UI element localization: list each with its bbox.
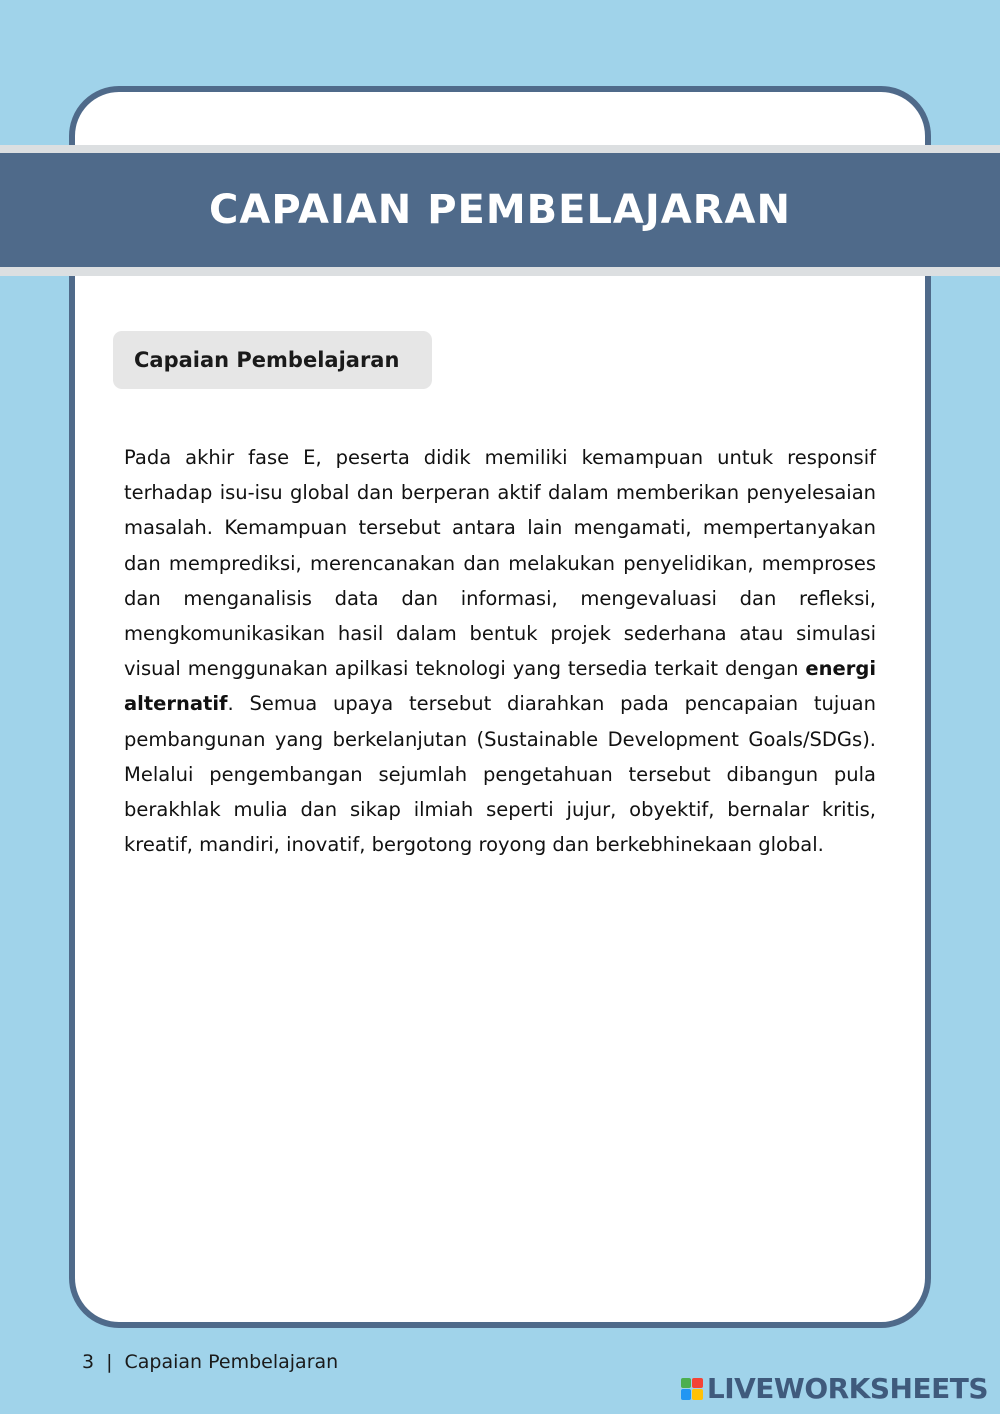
section-heading-pill [113,331,432,389]
footer-separator: | [106,1351,113,1373]
body-text-part-1: Pada akhir fase E, peserta didik memiliki kemampuan untuk responsif terhadap isu-isu global dan berperan aktif dalam memberikan penyelesaian masalah. Kemampuan tersebut antara lain mengamati, mempertanyakan dan memprediksi, merencanakan dan melakukan penyelidikan, memproses dan menganalisis data dan informasi, mengevaluasi dan refleksi, mengkomunikasikan hasil dalam bentuk projek sederhana atau simulasi visual menggunakan apilkasi teknologi yang tersedia terkait dengan [124,446,876,681]
body-emphasis: energi alternatif [124,657,876,716]
title-banner [0,153,1000,267]
body-text-part-2: . Semua upaya tersebut diarahkan pada pencapaian tujuan pembangunan yang berkelanjutan (Sustainable Development Goals/SDGs). Melalui pengembangan sejumlah pengetahuan tersebut dibangun pula berakhlak mulia dan sikap ilmiah seperti jujur, obyektif, bernalar kritis, kreatif, mandiri, inovatif, bergotong royong dan berkebhinekaan global. [124,692,876,857]
brand-watermark[interactable] [681,1372,988,1405]
brand-name: LIVEWORKSHEETS [706,1372,988,1405]
footer-label: Capaian Pembelajaran [124,1351,339,1373]
page-title: CAPAIAN PEMBELAJARAN [209,187,791,233]
page-number: 3 [82,1351,95,1373]
liveworksheets-logo-icon [681,1378,703,1400]
section-heading: Capaian Pembelajaran [134,348,400,372]
body-paragraph [124,440,876,862]
page-footer [82,1351,338,1373]
